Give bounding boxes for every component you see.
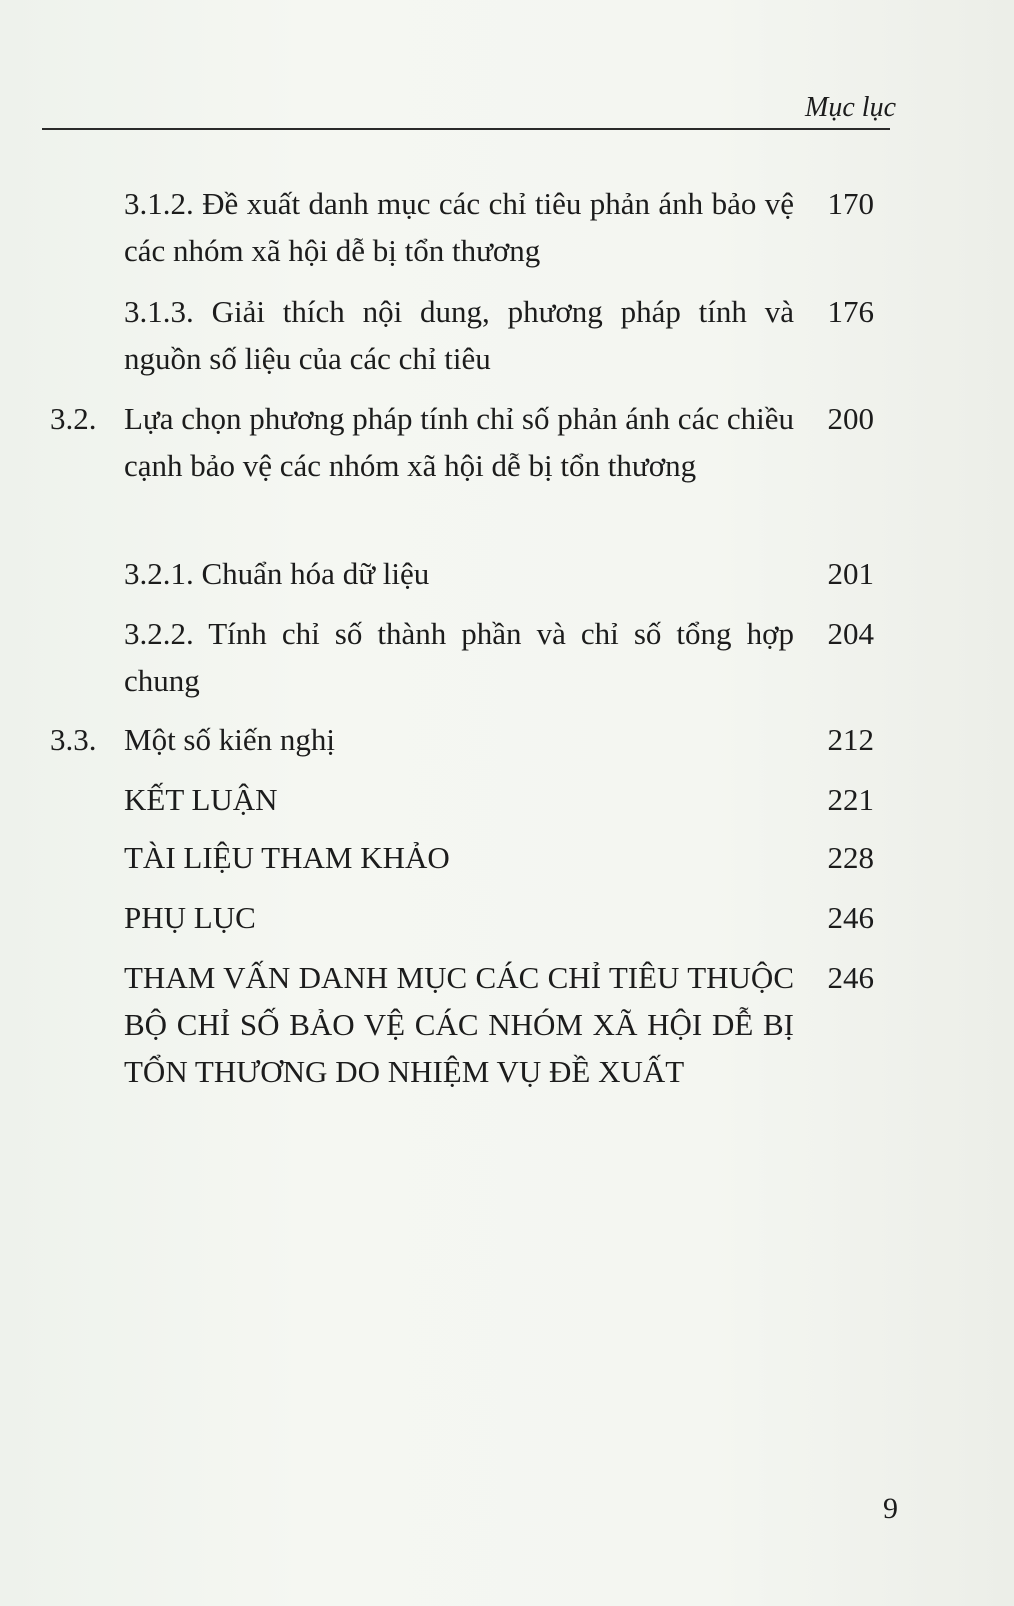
toc-entry-number: 3.3. (50, 722, 97, 757)
toc-entry-title: Lựa chọn phương pháp tính chỉ số phản ánh các chiều cạnh bảo vệ các nhóm xã hội dễ bị tổn thương (124, 401, 794, 483)
toc-entry-title: 3.1.3. Giải thích nội dung, phương pháp tính và nguồn số liệu của các chỉ tiêu (124, 294, 794, 376)
toc-entry-page: 176 (827, 294, 874, 329)
toc-entry-title: 3.2.1. Chuẩn hóa dữ liệu (124, 556, 430, 591)
toc-entry (0, 894, 874, 941)
toc-entry-page: 200 (827, 401, 874, 436)
toc-entry-title: TÀI LIỆU THAM KHẢO (124, 840, 450, 875)
toc-entry-page: 170 (827, 186, 874, 221)
page-number: 9 (883, 1492, 898, 1525)
toc-entry-page: 201 (827, 556, 874, 591)
toc-entry-title: PHỤ LỤC (124, 900, 256, 935)
toc-entry-page: 212 (827, 722, 874, 757)
toc-entry (0, 550, 874, 597)
toc-entry-title: Một số kiến nghị (124, 722, 335, 757)
toc-entry-number: 3.2. (50, 401, 97, 436)
toc-entry (0, 834, 874, 881)
toc-entry (0, 776, 874, 823)
running-header: Mục lục (805, 92, 896, 123)
toc-entry-page: 246 (827, 960, 874, 995)
toc-entry (0, 180, 874, 274)
toc-entry-page: 221 (827, 782, 874, 817)
toc-entry (0, 610, 874, 704)
toc-entry-page: 204 (827, 616, 874, 651)
toc-entry (0, 395, 874, 536)
toc-entry (0, 716, 874, 763)
toc-entry-title: 3.2.2. Tính chỉ số thành phần và chỉ số tổng hợp chung (124, 616, 794, 698)
toc-entry (0, 288, 874, 382)
header-rule (42, 128, 890, 130)
toc-entry-title: THAM VẤN DANH MỤC CÁC CHỈ TIÊU THUỘC BỘ CHỈ SỐ BẢO VỆ CÁC NHÓM XÃ HỘI DỄ BỊ TỔN THƯƠNG DO NHIỆM VỤ ĐỀ XUẤT (124, 960, 794, 1089)
toc-entry (0, 954, 874, 1142)
toc-entry-page: 246 (827, 900, 874, 935)
toc-entry-title: 3.1.2. Đề xuất danh mục các chỉ tiêu phản ánh bảo vệ các nhóm xã hội dễ bị tổn thương (124, 186, 794, 268)
toc-entry-page: 228 (827, 840, 874, 875)
toc-entry-title: KẾT LUẬN (124, 782, 278, 817)
